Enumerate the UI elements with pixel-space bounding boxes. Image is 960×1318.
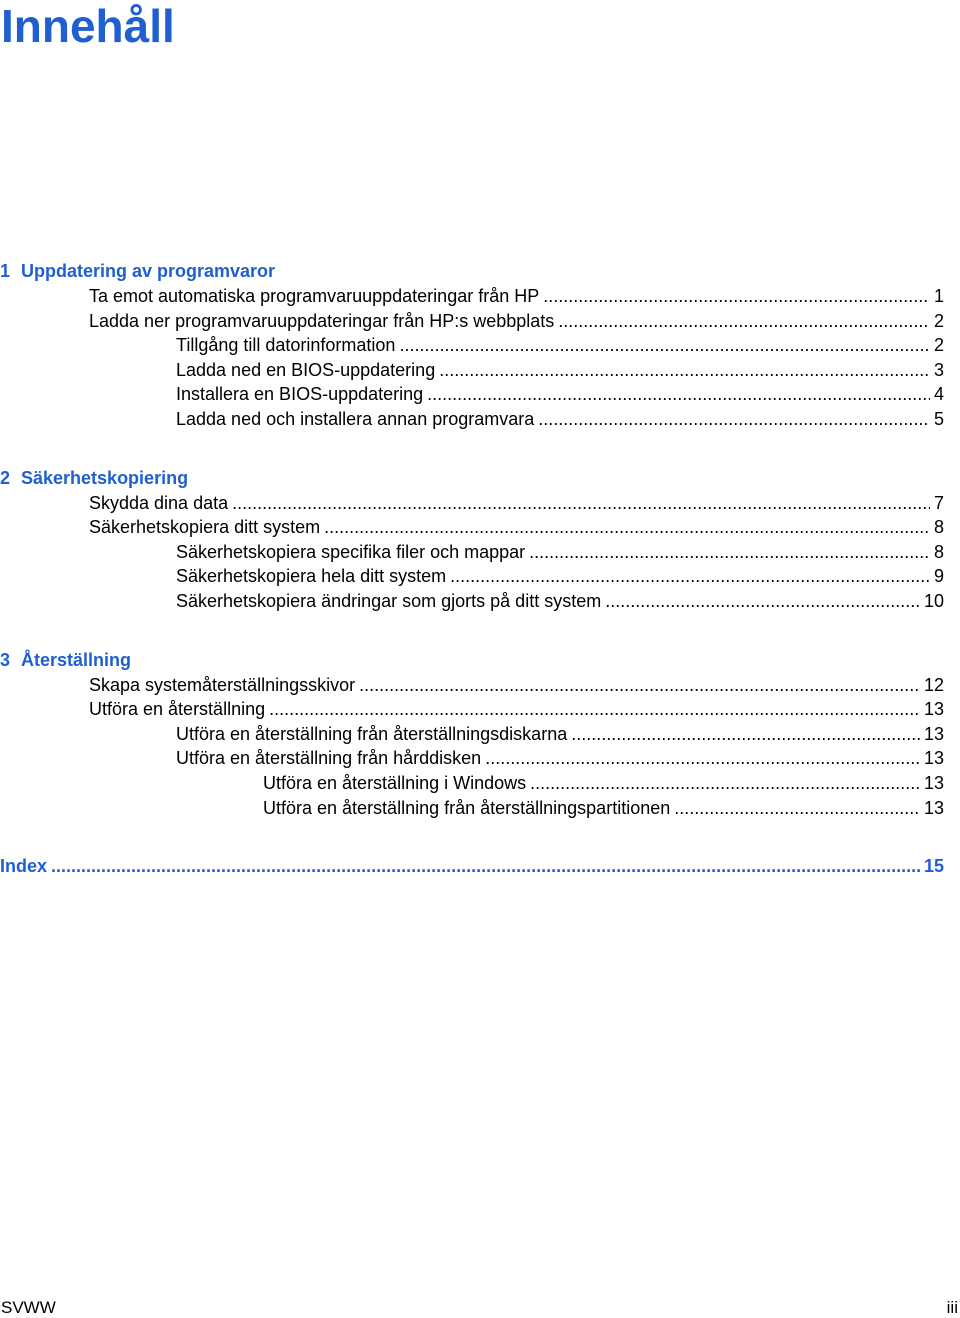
toc-entry-page: 13 <box>923 699 944 720</box>
dot-leader <box>558 309 930 334</box>
toc-entry-page: 13 <box>923 723 944 744</box>
toc-entry-page: 13 <box>923 797 944 818</box>
chapter-number: 3 <box>0 649 11 670</box>
toc-entry-title: Utföra en återställning från hårddisken <box>176 748 482 769</box>
toc-entry[interactable] <box>0 746 944 771</box>
dot-leader <box>51 854 920 879</box>
toc-chapter-2 <box>0 466 944 614</box>
dot-leader <box>324 515 930 540</box>
toc-entry-title: Säkerhetskopiera ditt system <box>89 517 321 538</box>
footer-document-code: SVWW <box>1 1298 56 1317</box>
toc-entry-title: Skydda dina data <box>89 492 229 513</box>
toc-entry-page: 2 <box>933 310 944 331</box>
dot-leader <box>359 673 920 698</box>
dot-leader <box>269 697 920 722</box>
toc-entry-page: 13 <box>923 772 944 793</box>
toc-entry-page: 2 <box>933 335 944 356</box>
toc-entry-title: Utföra en återställning från återställningsdiskarna <box>176 723 568 744</box>
page-title: Innehåll <box>1 0 175 52</box>
dot-leader <box>399 333 930 358</box>
toc-entry[interactable] <box>0 771 944 796</box>
toc-entry-page: 1 <box>933 286 944 306</box>
index-title: Index <box>0 856 48 877</box>
toc-entry-title: Säkerhetskopiera ändringar som gjorts på ditt system <box>176 590 602 611</box>
dot-leader <box>439 358 930 383</box>
chapter-heading[interactable] <box>0 648 944 673</box>
toc-entry[interactable] <box>0 284 944 309</box>
toc-entry-page: 3 <box>933 359 944 380</box>
toc-entry[interactable] <box>0 358 944 383</box>
toc-entry[interactable] <box>0 382 944 407</box>
toc-entry-title: Utföra en återställning <box>89 699 266 720</box>
toc-entry-title: Tillgång till datorinformation <box>176 335 396 356</box>
chapter-number: 2 <box>0 467 11 488</box>
toc-entry-page: 13 <box>923 748 944 769</box>
toc-entry[interactable] <box>0 515 944 540</box>
toc-index-entry[interactable] <box>0 854 944 879</box>
toc-entry[interactable] <box>0 722 944 747</box>
toc-entry[interactable] <box>0 333 944 358</box>
chapter-number: 1 <box>0 261 11 281</box>
toc-entry-page: 10 <box>923 590 944 611</box>
toc-entry-title: Säkerhetskopiera specifika filer och mappar <box>176 541 526 562</box>
toc-entry-title: Ta emot automatiska programvaruuppdateringar från HP <box>89 286 540 306</box>
toc-entry-page: 7 <box>933 492 944 513</box>
chapter-heading[interactable] <box>0 466 944 491</box>
toc-entry[interactable] <box>0 309 944 334</box>
dot-leader <box>571 722 920 747</box>
chapter-title: Uppdatering av programvaror <box>21 261 276 281</box>
dot-leader <box>538 407 930 432</box>
dot-leader <box>529 540 930 565</box>
toc-chapter-1 <box>0 259 944 432</box>
toc-entry[interactable] <box>0 589 944 614</box>
toc-entry[interactable] <box>0 697 944 722</box>
chapter-title: Säkerhetskopiering <box>21 467 189 488</box>
toc-entry-page: 4 <box>933 384 944 405</box>
toc-entry-title: Säkerhetskopiera hela ditt system <box>176 566 447 587</box>
toc-entry-page: 9 <box>933 566 944 587</box>
toc-entry-title: Ladda ned en BIOS-uppdatering <box>176 359 436 380</box>
toc-entry-page: 12 <box>923 674 944 695</box>
index-page: 15 <box>923 856 944 877</box>
toc-entry[interactable] <box>0 796 944 821</box>
toc-entry-title: Ladda ned och installera annan programvara <box>176 408 535 429</box>
toc-entry-title: Ladda ner programvaruuppdateringar från HP:s webbplats <box>89 310 555 331</box>
dot-leader <box>485 746 920 771</box>
dot-leader <box>232 491 930 516</box>
toc-entry[interactable] <box>0 491 944 516</box>
toc-entry[interactable] <box>0 407 944 432</box>
dot-leader <box>543 284 930 309</box>
toc-entry-title: Utföra en återställning från återställningspartitionen <box>263 797 671 818</box>
toc-entry-page: 5 <box>933 408 944 429</box>
toc-entry-page: 8 <box>933 517 944 538</box>
toc-entry-title: Installera en BIOS-uppdatering <box>176 384 424 405</box>
footer-page-number: iii <box>946 1298 958 1317</box>
dot-leader <box>450 564 930 589</box>
toc-entry-title: Utföra en återställning i Windows <box>263 772 527 793</box>
dot-leader <box>427 382 930 407</box>
toc-entry[interactable] <box>0 564 944 589</box>
toc-entry-title: Skapa systemåterställningsskivor <box>89 674 356 695</box>
toc-entry[interactable] <box>0 673 944 698</box>
toc-entry[interactable] <box>0 540 944 565</box>
dot-leader <box>605 589 920 614</box>
dot-leader <box>530 771 920 796</box>
toc-index-section <box>0 854 944 879</box>
chapter-heading[interactable] <box>0 259 944 284</box>
table-of-contents <box>0 259 944 879</box>
toc-chapter-3 <box>0 648 944 821</box>
chapter-title: Återställning <box>21 649 132 670</box>
toc-entry-page: 8 <box>933 541 944 562</box>
dot-leader <box>674 796 920 821</box>
